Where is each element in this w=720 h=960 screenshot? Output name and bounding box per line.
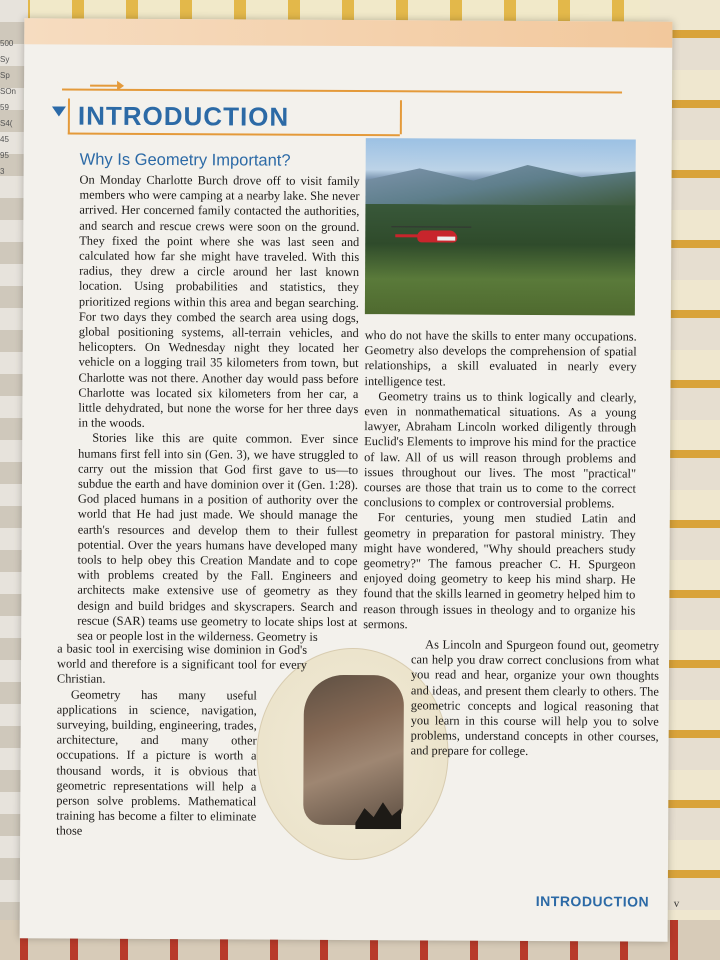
helicopter-photo [365, 138, 636, 315]
section-heading: Why Is Geometry Important? [79, 150, 291, 170]
edge-mark: 95 [0, 151, 9, 160]
paragraph: Stories like this are quite common. Ever since humans first fell into sin (Gen. 3), we have struggled to carry out the mission that God first gave to us—to subdue the earth and have dominion over it (Gen. 1:28). God placed humans in a position of authority over the world that He had just made. We should manage the earth's resources and develop them to their fullest potential. Over the years humans have developed many tools to help obey this Creation Mandate and to cope with problems created by the Fall. Engineers and architects make extensive use of geometry as they design and build bridges and skyscrapers. Search and rescue (SAR) teams use geometry to locate ships lost at sea or people lost in the wilderness. Geometry is [77, 431, 359, 644]
page-title: INTRODUCTION [77, 100, 290, 132]
paragraph: a basic tool in exercising wise dominion in God's world and therefore is a significant tool for every Christian. [56, 641, 308, 687]
triangle-marker-icon [52, 106, 66, 116]
paragraph: Geometry trains us to think logically and clearly, even in nonmathematical situations. As a young lawyer, Abraham Lincoln worked diligently through Euclid's Elements to improve his mind for the practice of law. All of us will reason through problems and issues throughout our lives. The most "practical" courses are those that train us to come to the correct conclusions to complex or controversial problems. [363, 388, 637, 511]
edge-mark: 500 [0, 39, 14, 48]
page-top-band [24, 18, 672, 47]
previous-page-edge-marks [0, 36, 18, 180]
right-column [363, 328, 637, 633]
paragraph: On Monday Charlotte Burch drove off to visit family members who were camping at a nearby lake. She never arrived. Her concerned family contacted the authorities, and search and rescue crews were soon on the ground. They fixed the point where she was last seen and calculated how far she might have traveled. With this radius, they drew a circle around her last known location. Using probabilities and statistics, they prioritized regions within this area and began searching. For two days they combed the search area using dogs, global positioning systems, all-terrain vehicles, and helicopters. On Wednesday night they located her vehicle on a logging trail 35 kilometers from town, but Charlotte was not there. Another day would pass before Charlotte was located six kilometers from her car, a little dehydrated, but none the worse for her three days in the woods. [78, 172, 360, 431]
header-rule [62, 89, 622, 94]
paragraph: For centuries, young men studied Latin and geometry in preparation for pastoral ministry. They might have wondered, "Why should preachers study geometry?" The famous preacher C. H. Spurgeon enjoyed doing geometry to keep his mind sharp. He found that the skills learned in geometry helped him to reason through issues in theology and to organize his sermons. [363, 510, 636, 632]
edge-mark: 59 [0, 103, 9, 112]
bottom-right-column [411, 637, 660, 760]
textbook-page [20, 18, 680, 941]
page-number: v [673, 897, 680, 910]
bottom-left-column [56, 641, 333, 840]
edge-mark: 45 [0, 135, 9, 144]
edge-mark: Sp [0, 71, 10, 80]
header-arrow-icon [90, 85, 120, 87]
edge-mark: SOn [0, 87, 17, 96]
paragraph: Geometry has many useful applications in science, navigation, surveying, building, engineering, trades, architecture, and many other occupations. If a picture is worth a thousand words, it is obvious that geometric representations will help a person solve problems. Mathematical training has become a filter to eliminate those [56, 687, 257, 839]
edge-mark: S4( [0, 119, 13, 128]
mountains [365, 164, 635, 205]
footer-label: INTRODUCTION [535, 892, 650, 910]
helicopter-icon [395, 224, 465, 242]
left-column [77, 173, 359, 646]
edge-mark: Sy [0, 55, 10, 64]
paragraph: who do not have the skills to enter many occupations. Geometry also develops the comprehension of spatial relationships, a skill evaluated in nearly every intelligence test. [364, 328, 637, 389]
edge-mark: 3 [0, 167, 5, 176]
paragraph: As Lincoln and Spurgeon found out, geometry can help you draw correct conclusions from what you read and hear, organize your own thoughts and ideas, and present them clearly to others. The geometric concepts and logical reasoning that you learn in this course will help you to solve problems, understand concepts in other courses, and prepare for college. [410, 637, 660, 759]
